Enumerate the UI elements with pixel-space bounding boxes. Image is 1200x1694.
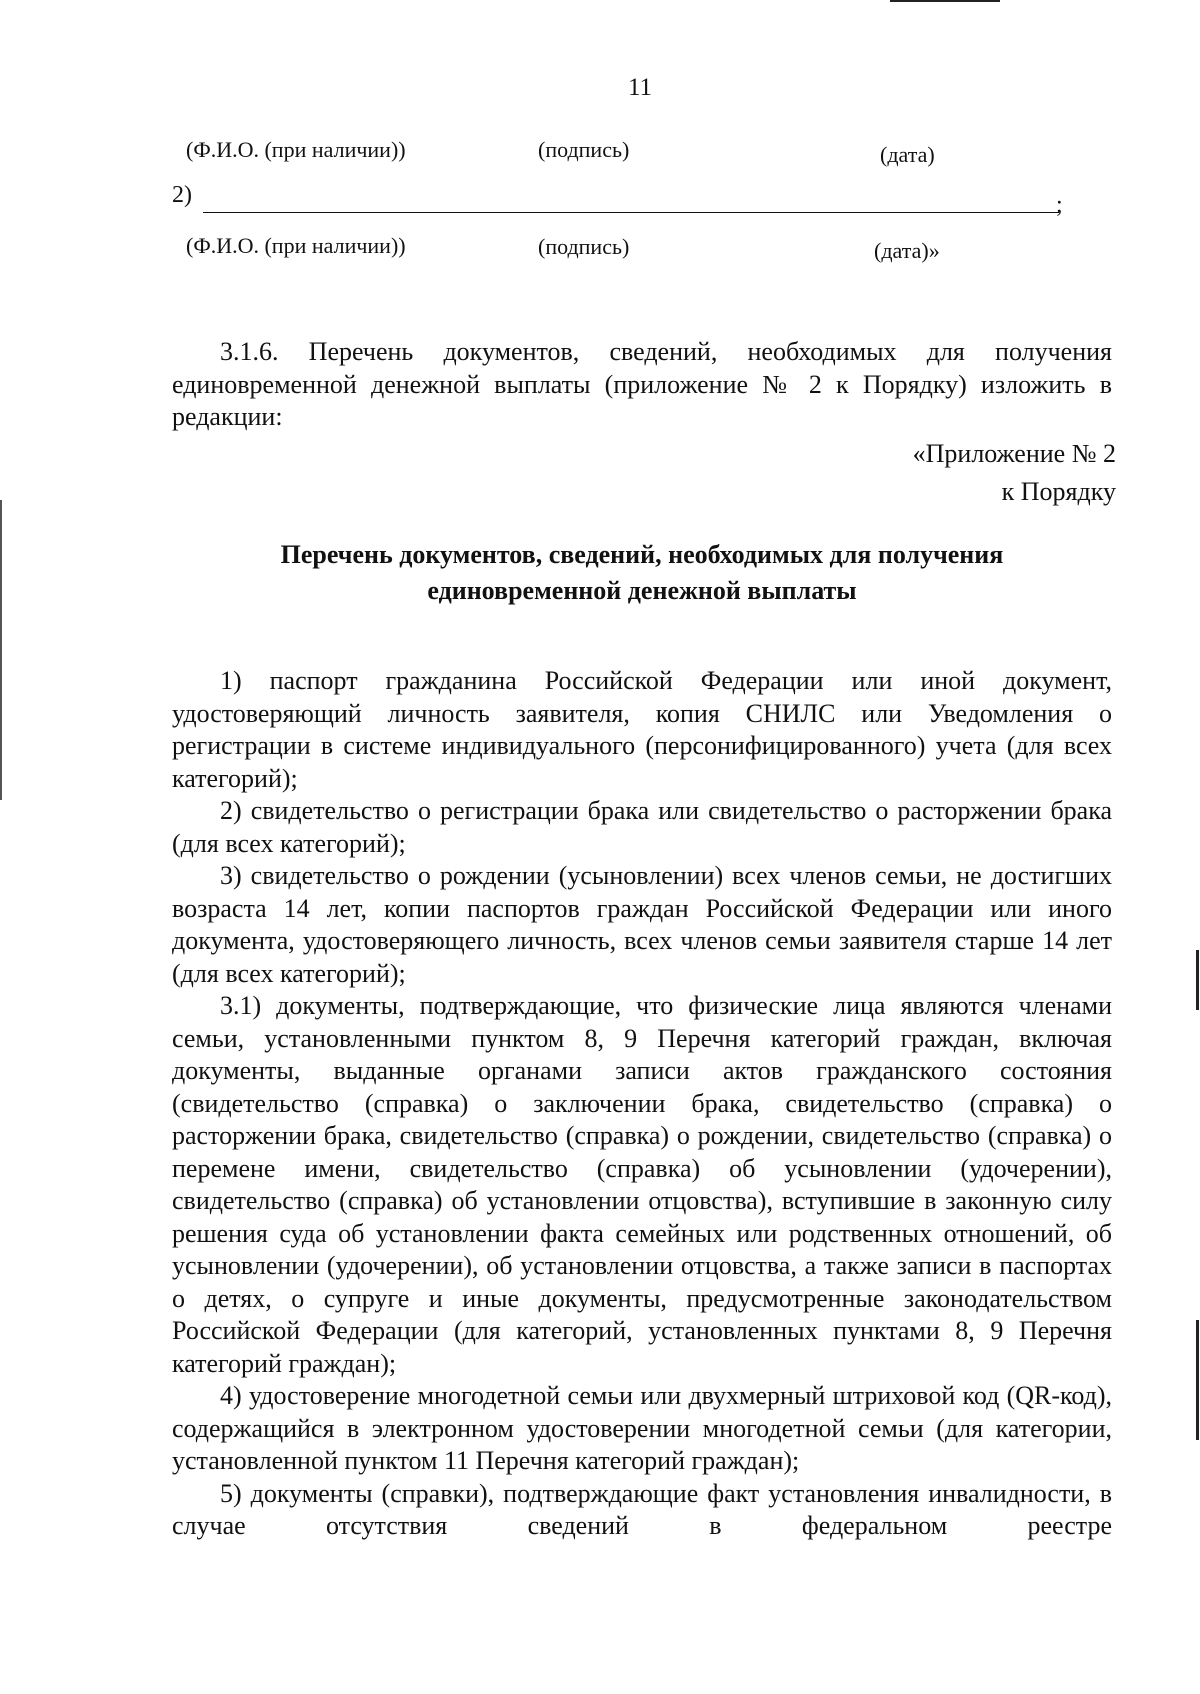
signature-fill-line [203,212,1059,213]
sig2-signature-label: (подпись) [538,234,630,259]
document-heading [172,537,1112,609]
list-item: 5) документы (справки), подтверждающие факт установления инвалидности, в случае отсутствия сведений в федеральном реестре [172,1478,1112,1540]
scan-artifact-left-edge [0,500,2,800]
heading-line-1: Перечень документов, сведений, необходимых для получения [280,540,1004,569]
appendix-line-2: к Порядку [1001,477,1116,506]
page-number: 11 [627,74,653,101]
list-item: 2) свидетельство о регистрации брака или свидетельство о расторжении брака (для всех категорий); [172,796,1112,858]
list-item: 1) паспорт гражданина Российской Федерации или иной документ, удостоверяющий личность заявителя, копия СНИЛС или Уведомления о регистрации в системе индивидуального (персонифицированного) учета (для всех категорий); [172,666,1112,793]
scan-artifact-top [890,0,1000,2]
section-paragraph: 3.1.6. Перечень документов, сведений, необходимых для получения единовременной денежной выплаты (приложение № 2 к Порядку) изложить в редакции: [172,337,1112,431]
list-item: 3.1) документы, подтверждающие, что физические лица являются членами семьи, установленными пунктом 8, 9 Перечня категорий граждан, включая документы, выданные органами записи актов гражданского состояния (свидетельство (справка) о заключении брака, свидетельство (справка) о расторжении брака, свидетельство (справка) о рождении, свидетельство (справка) о перемене имени, свидетельство (справка) об усыновлении (удочерении), свидетельство (справка) об установлении отцовства), вступившие в законную силу решения суда об установлении факта семейных или родственных отношений, об усыновлении (удочерении), об установлении отцовства, а также записи в паспортах о детях, о супруге и иные документы, предусмотренные законодательством Российской Федерации (для категорий, установленных пунктами 8, 9 Перечня категорий граждан); [172,991,1112,1378]
sig1-name-label: (Ф.И.О. (при наличии)) [186,137,406,162]
scan-artifact-right-edge [1196,950,1199,1010]
list-item: 4) удостоверение многодетной семьи или двухмерный штриховой код (QR-код), содержащийся в электронном удостоверении многодетной семьи (для категории, установленной пунктом 11 Перечня категорий граждан); [172,1381,1112,1475]
sig2-date-label: (дата)» [874,238,940,263]
sig2-line-suffix: ; [1056,192,1063,218]
appendix-line-1: «Приложение № 2 [912,439,1116,468]
list-item: 3) свидетельство о рождении (усыновлении) всех членов семьи, не достигших возраста 14 лет, копии паспортов граждан Российской Федерации или иного документа, удостоверяющего личность, всех членов семьи заявителя старше 14 лет (для всех категорий); [172,861,1112,988]
sig2-line-prefix: 2) [172,182,192,208]
documents-list [172,665,1112,1543]
heading-line-2: единовременной денежной выплаты [427,576,857,605]
sig1-signature-label: (подпись) [538,137,630,162]
sig1-date-label: (дата) [880,142,935,167]
appendix-reference [856,435,1116,511]
sig2-name-label: (Ф.И.О. (при наличии)) [186,233,406,258]
scan-artifact-right-edge-2 [1196,1320,1199,1440]
